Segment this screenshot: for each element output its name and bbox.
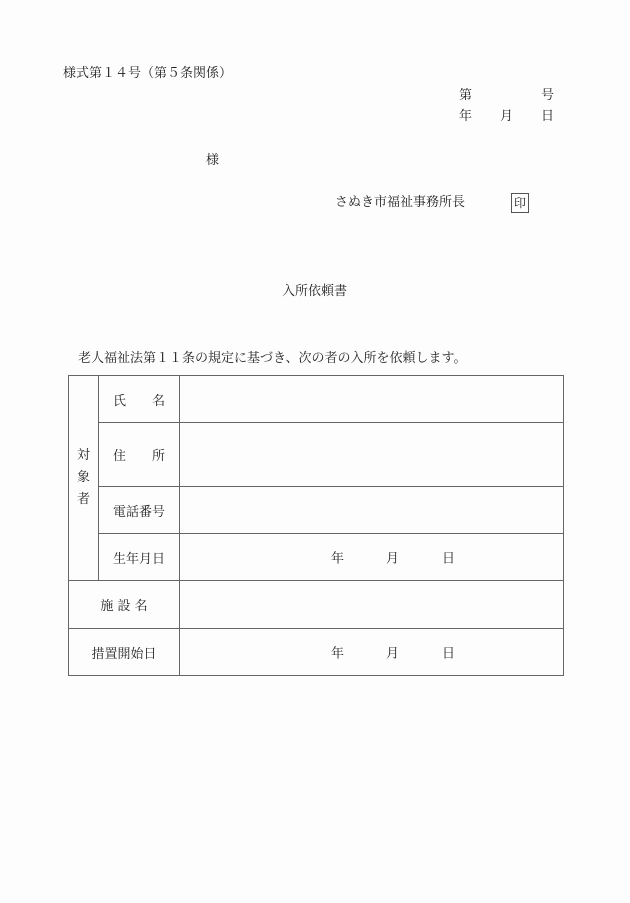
- doc-number-suffix: 号: [541, 88, 555, 103]
- request-form-table: [68, 375, 564, 676]
- phone-label: 電話番号: [99, 487, 180, 534]
- birthdate-label: 生年月日: [99, 534, 180, 581]
- subject-group-label: [69, 376, 99, 581]
- table-row-start-date: [69, 629, 564, 676]
- start-year-unit: 年: [331, 646, 345, 662]
- table-row-phone: [69, 487, 564, 534]
- start-day-unit: 日: [442, 646, 456, 662]
- facility-field[interactable]: [180, 581, 564, 629]
- document-title: 入所依頼書: [282, 284, 348, 299]
- table-row-birthdate: [69, 534, 564, 581]
- group-char: 者: [76, 492, 90, 507]
- group-char: 象: [76, 470, 90, 485]
- group-char: 対: [76, 448, 90, 463]
- table-row-name: [69, 376, 564, 423]
- table-row-facility: [69, 581, 564, 629]
- doc-number-prefix: 第: [459, 88, 473, 103]
- issuer-name: さぬき市福祉事務所長: [335, 195, 466, 210]
- start-date-field[interactable]: [180, 629, 564, 676]
- birth-day-unit: 日: [442, 551, 456, 567]
- name-label: 氏 名: [99, 376, 180, 423]
- date-month: 月: [500, 109, 514, 124]
- phone-field[interactable]: [180, 487, 564, 534]
- birth-year-unit: 年: [331, 551, 345, 567]
- seal-mark: 印: [511, 193, 529, 213]
- name-field[interactable]: [180, 376, 564, 423]
- address-label: 住 所: [99, 423, 180, 487]
- start-month-unit: 月: [386, 646, 400, 662]
- start-date-label: 措置開始日: [69, 629, 180, 676]
- facility-label: 施 設 名: [69, 581, 180, 629]
- birth-month-unit: 月: [386, 551, 400, 567]
- intro-text: 老人福祉法第１１条の規定に基づき、次の者の入所を依頼します。: [78, 351, 467, 366]
- address-field[interactable]: [180, 423, 564, 487]
- addressee-suffix: 様: [206, 153, 220, 168]
- date-day: 日: [541, 109, 555, 124]
- date-year: 年: [459, 109, 473, 124]
- table-row-address: [69, 423, 564, 487]
- form-number: 様式第１４号（第５条関係）: [63, 66, 233, 81]
- birthdate-field[interactable]: [180, 534, 564, 581]
